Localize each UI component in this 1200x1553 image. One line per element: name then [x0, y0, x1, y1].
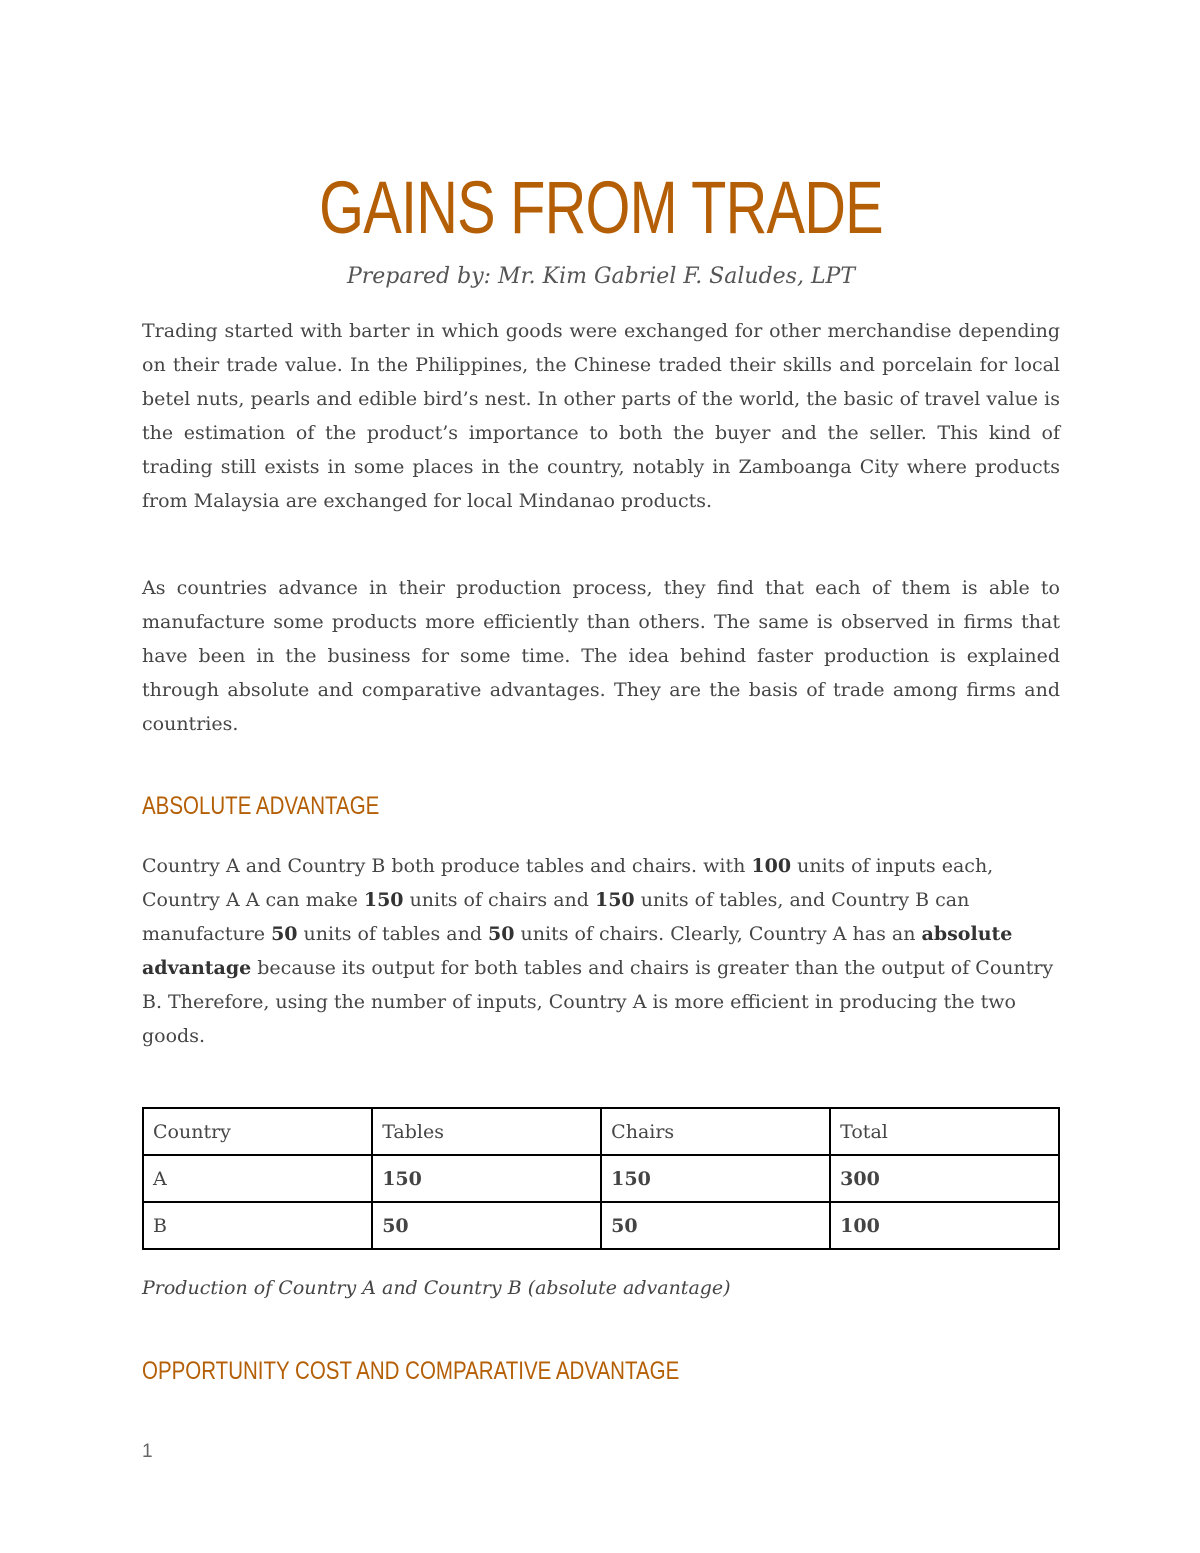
document-title: GAINS FROM TRADE [319, 166, 883, 249]
section-heading-opportunity-cost: OPPORTUNITY COST AND COMPARATIVE ADVANTAGE [142, 1357, 680, 1385]
second-paragraph: As countries advance in their production process, they find that each of them is able to manufacture some products more efficiently than others. The same is observed in firms that have been in the business for some time. The idea behind faster production is explained through absolute and comparative advantages. They are the basis of trade among firms and countries. [142, 577, 1060, 735]
table-cell: A [143, 1155, 372, 1202]
table-header-row [143, 1108, 1059, 1155]
table-cell: 100 [830, 1202, 1059, 1249]
table-caption: Production of Country A and Country B (absolute advantage) [142, 1277, 731, 1299]
value-50-chairs: 50 [488, 923, 515, 945]
table-header-cell: Country [143, 1108, 372, 1155]
table-row [143, 1155, 1059, 1202]
absolute-advantage-paragraph: Country A and Country B both produce tables and chairs. with 100 units of inputs each, Country A A can make 150 units of chairs and 150 units of tables, and Country B can manufacture 50 units of tables and 50 units of chairs. Clearly, Country A has an absolute advantage because its output for both tables and chairs is greater than the output of Country B. Therefore, using the number of inputs, Country A is more efficient in producing the two goods. [142, 855, 1054, 1047]
value-100: 100 [751, 855, 792, 877]
table-header-cell: Total [830, 1108, 1059, 1155]
table-cell: 300 [830, 1155, 1059, 1202]
intro-paragraph: Trading started with barter in which goods were exchanged for other merchandise depending on their trade value. In the Philippines, the Chinese traded their skills and porcelain for local betel nuts, pearls and edible bird’s nest. In other parts of the world, the basic of travel value is the estimation of the product’s importance to both the buyer and the seller. This kind of trading still exists in some places in the country, notably in Zamboanga City where products from Malaysia are exchanged for local Mindanao products. [142, 320, 1060, 512]
author-byline: Prepared by: Mr. Kim Gabriel F. Saludes, LPT [346, 264, 856, 289]
section-heading-absolute-advantage: ABSOLUTE ADVANTAGE [142, 792, 380, 820]
table-cell: 150 [601, 1155, 830, 1202]
table-cell: 50 [601, 1202, 830, 1249]
table-header-cell: Chairs [601, 1108, 830, 1155]
absolute-advantage-term: absolute advantage [142, 923, 1013, 979]
value-50-tables: 50 [271, 923, 298, 945]
value-150-tables: 150 [594, 889, 635, 911]
table-row [143, 1202, 1059, 1249]
production-table [142, 1107, 1060, 1250]
value-150-chairs: 150 [363, 889, 404, 911]
page-number: 1 [142, 1441, 153, 1462]
table-header-cell: Tables [372, 1108, 601, 1155]
table-cell: B [143, 1202, 372, 1249]
table-cell: 50 [372, 1202, 601, 1249]
table-cell: 150 [372, 1155, 601, 1202]
